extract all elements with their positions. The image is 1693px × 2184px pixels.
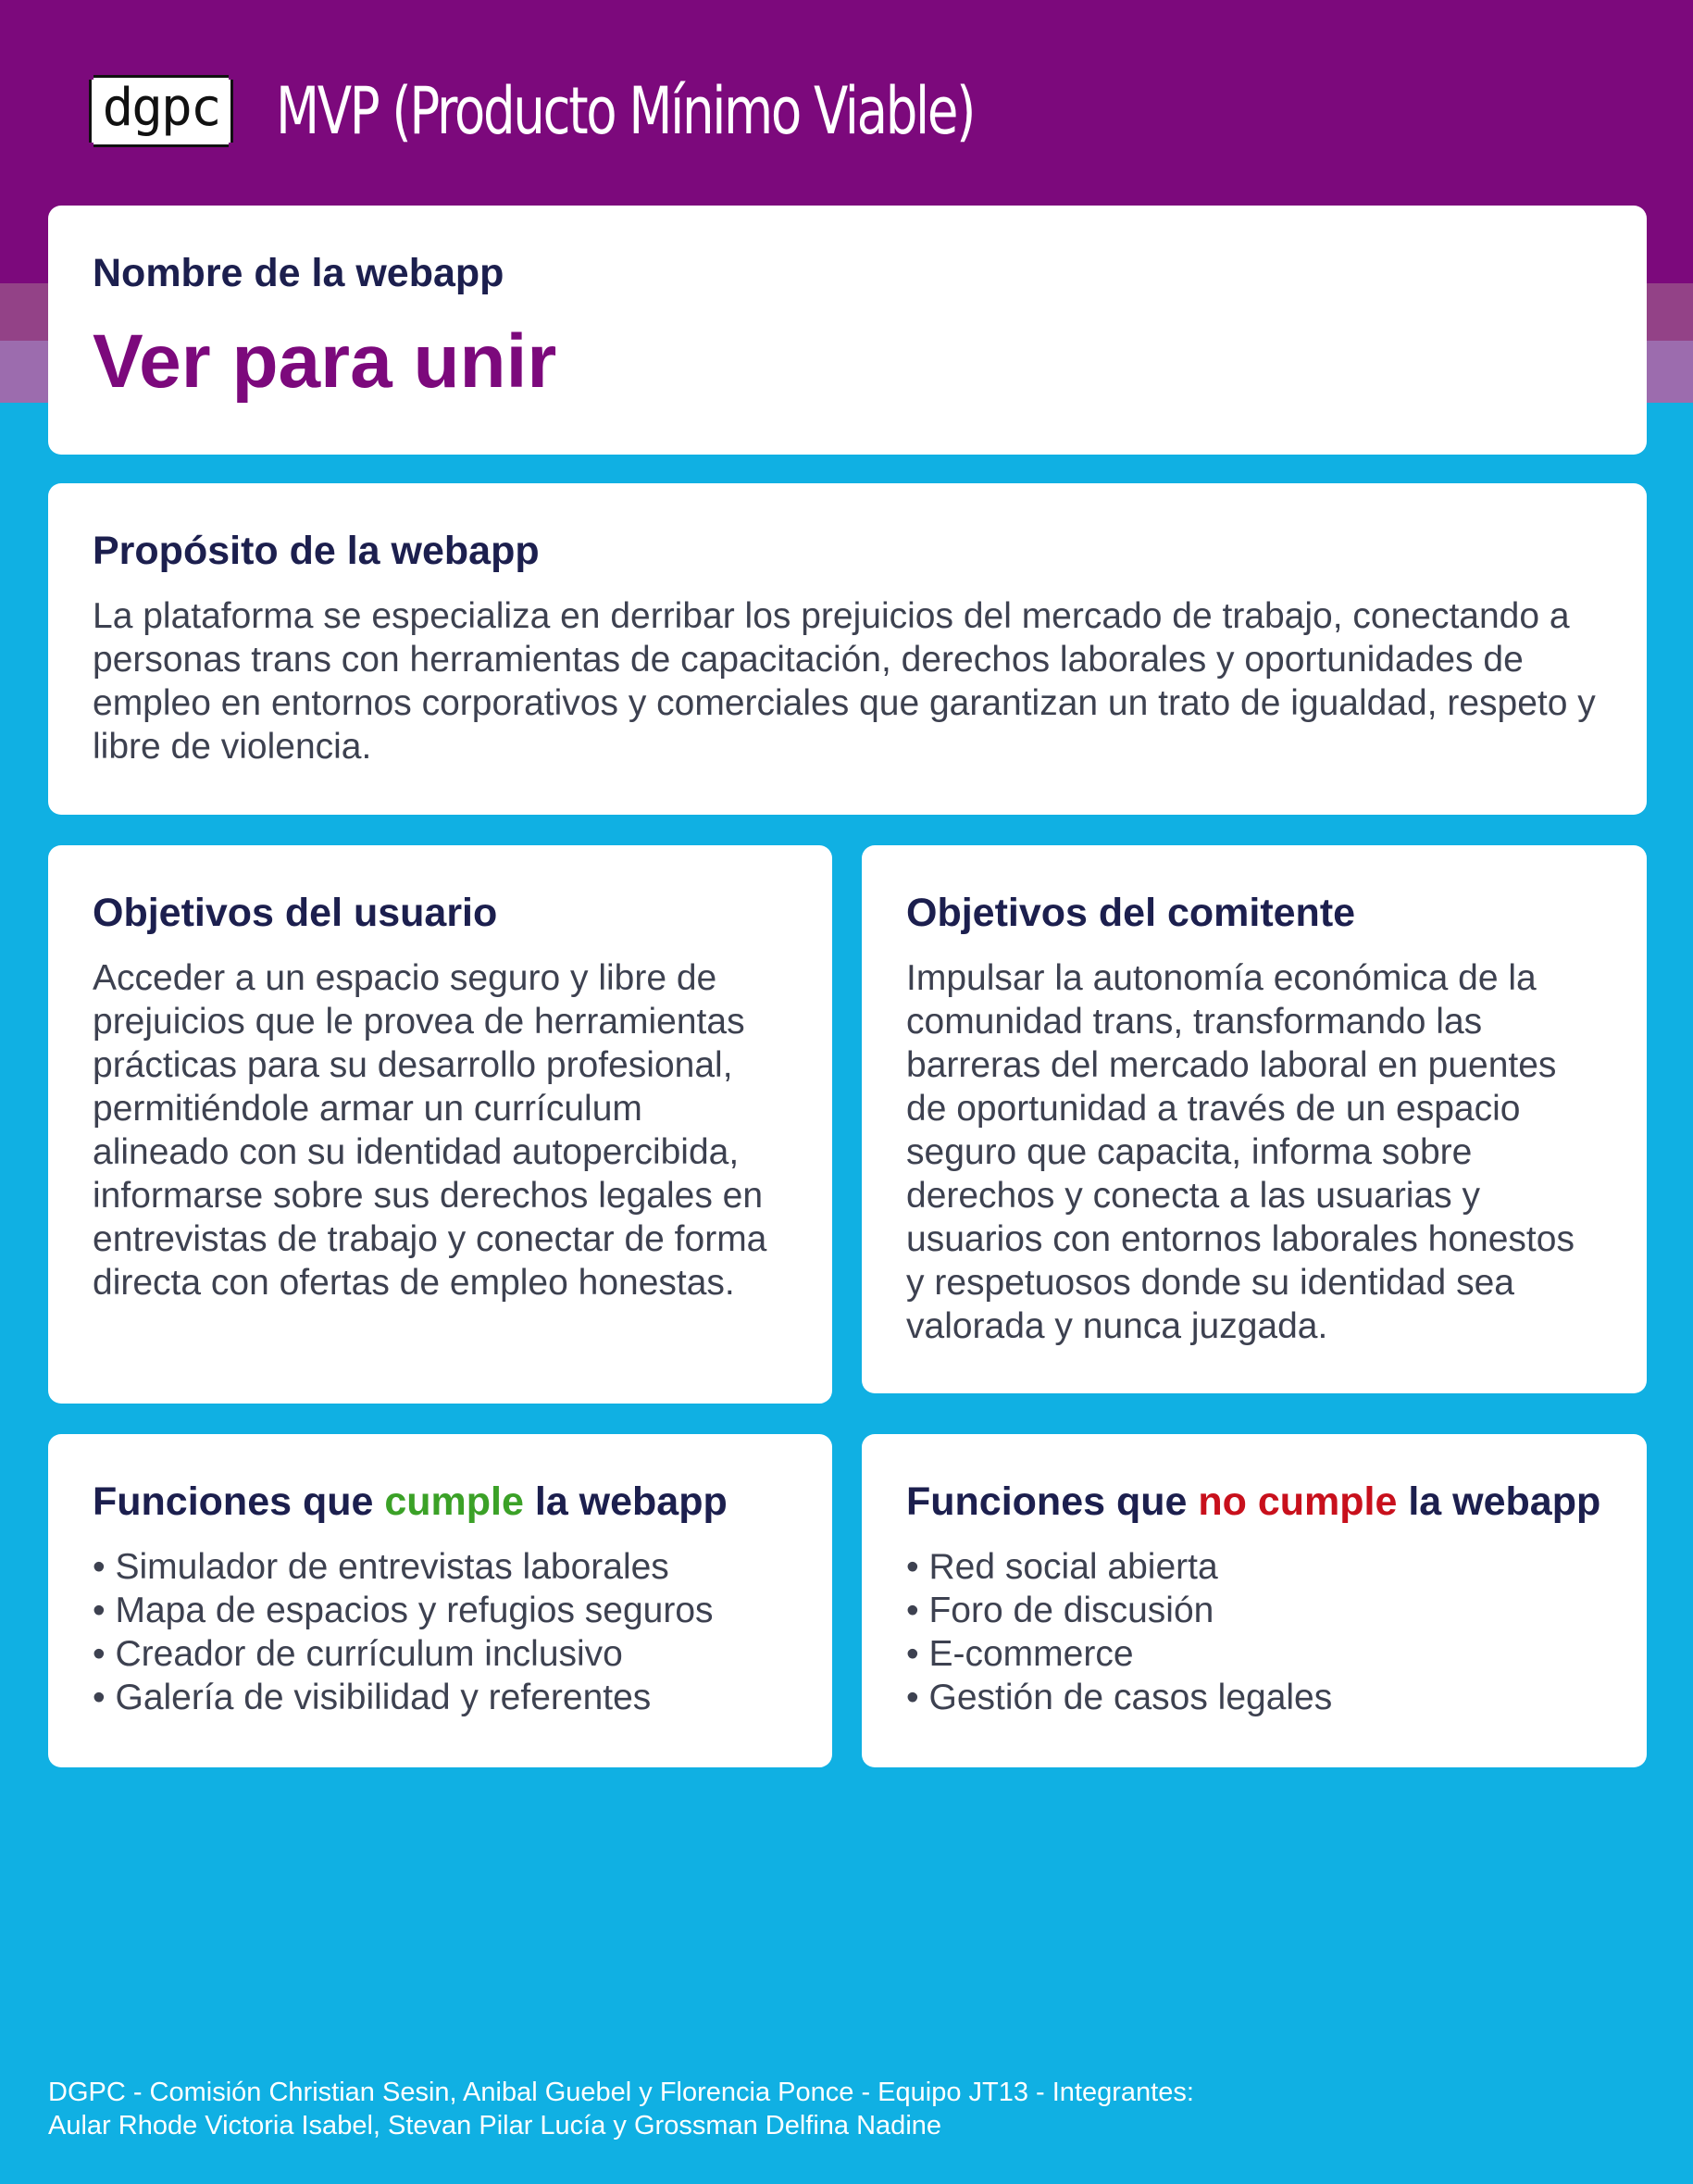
logo-corner-dot (88, 74, 93, 80)
page-footer (48, 2076, 1437, 2142)
logo-text: dgpc (102, 78, 220, 138)
list-item: • Galería de visibilidad y referentes (93, 1677, 652, 1717)
list-item: • Foro de discusión (906, 1590, 1214, 1630)
webapp-purpose-card (48, 483, 1647, 815)
user-objectives-heading: Objetivos del usuario (93, 891, 498, 935)
footer-line-1: DGPC - Comisión Christian Sesin, Anibal Guebel y Florencia Ponce - Equipo JT13 - Integrantes: (48, 2078, 1194, 2107)
features-excluded-card (862, 1434, 1647, 1767)
logo-corner-dot (88, 143, 93, 148)
logo-corner-dot (229, 143, 234, 148)
heading-suffix: la webapp (1397, 1479, 1601, 1524)
dgpc-logo (89, 75, 233, 147)
page-title: MVP (Producto Mínimo Viable) (276, 73, 975, 149)
list-item: • E-commerce (906, 1633, 1134, 1674)
user-objectives-card (48, 845, 832, 1404)
logo-corner-dot (229, 74, 234, 80)
webapp-purpose-heading: Propósito de la webapp (93, 529, 540, 573)
footer-line-2: Aular Rhode Victoria Isabel, Stevan Pilar Lucía y Grossman Delfina Nadine (48, 2111, 942, 2140)
heading-prefix: Funciones que (93, 1479, 385, 1524)
page-header (89, 65, 1171, 157)
client-objectives-card (862, 845, 1647, 1393)
heading-suffix: la webapp (523, 1479, 728, 1524)
user-objectives-text: Acceder a un espacio seguro y libre de prejuicios que le provea de herramientas prácticas para su desarrollo profesional, permitiéndole armar un currículum alineado con su identidad autopercibida, informarse sobre sus derechos legales en entrevistas de trabajo y conectar de forma directa con ofertas de empleo honestas. (93, 957, 767, 1303)
features-excluded-heading (906, 1479, 1602, 1527)
features-included-heading (93, 1479, 788, 1527)
features-included-card (48, 1434, 832, 1767)
client-objectives-heading: Objetivos del comitente (906, 891, 1356, 935)
client-objectives-text: Impulsar la autonomía económica de la comunidad trans, transformando las barreras del mercado laboral en puentes de oportunidad a través de un espacio seguro que capacita, informa sobre derechos y conecta a las usuarias y usuarios con entornos laborales honestos y respetuosos donde su identidad sea valorada y nunca juzgada. (906, 957, 1575, 1346)
webapp-name-value: Ver para unir (93, 318, 557, 404)
webapp-name-card (48, 206, 1647, 455)
list-item: • Red social abierta (906, 1546, 1218, 1587)
list-item: • Creador de currículum inclusivo (93, 1633, 623, 1674)
list-item: • Gestión de casos legales (906, 1677, 1333, 1717)
features-included-list (93, 1545, 788, 1719)
heading-prefix: Funciones que (906, 1479, 1199, 1524)
webapp-purpose-text: La plataforma se especializa en derribar los prejuicios del mercado de trabajo, conectando a personas trans con herramientas de capacitación, derechos laborales y oportunidades de empleo en entornos corporativos y comerciales que garantizan un trato de igualdad, respeto y libre de violencia. (93, 595, 1596, 767)
webapp-name-heading: Nombre de la webapp (93, 251, 504, 295)
heading-accent-cumple: cumple (384, 1479, 524, 1524)
list-item: • Mapa de espacios y refugios seguros (93, 1590, 714, 1630)
features-excluded-list (906, 1545, 1602, 1719)
heading-accent-no-cumple: no cumple (1198, 1479, 1398, 1524)
list-item: • Simulador de entrevistas laborales (93, 1546, 669, 1587)
